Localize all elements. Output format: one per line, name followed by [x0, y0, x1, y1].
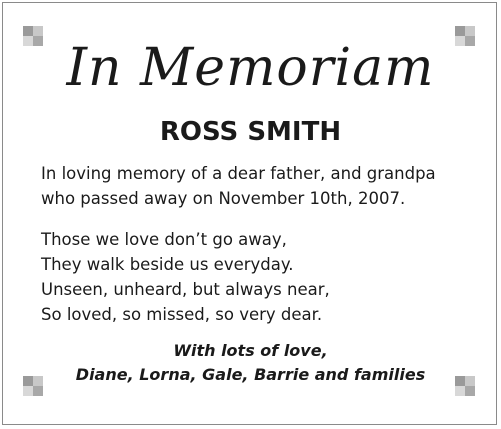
verse-paragraph: [41, 227, 481, 327]
verse-line: They walk beside us everyday.: [41, 255, 294, 274]
deceased-name: ROSS SMITH: [159, 117, 342, 147]
tribute-line: who passed away on November 10th, 2007.: [41, 189, 406, 208]
corner-square: [23, 26, 33, 36]
closing-signature: [0, 339, 501, 387]
corner-square: [465, 26, 475, 36]
corner-square: [33, 26, 43, 36]
tribute-paragraph: [41, 161, 481, 211]
corner-square: [455, 26, 465, 36]
memoriam-heading: In Memoriam: [66, 38, 435, 98]
verse-line: Unseen, unheard, but always near,: [41, 280, 330, 299]
closing-line: Diane, Lorna, Gale, Barrie and families: [75, 365, 426, 384]
closing-line: With lots of love,: [173, 341, 328, 360]
corner-square: [455, 386, 465, 396]
corner-square: [23, 386, 33, 396]
corner-square: [33, 386, 43, 396]
corner-square: [465, 386, 475, 396]
verse-line: Those we love don’t go away,: [41, 230, 287, 249]
tribute-line: In loving memory of a dear father, and grandpa: [41, 164, 436, 183]
verse-line: So loved, so missed, so very dear.: [41, 305, 323, 324]
